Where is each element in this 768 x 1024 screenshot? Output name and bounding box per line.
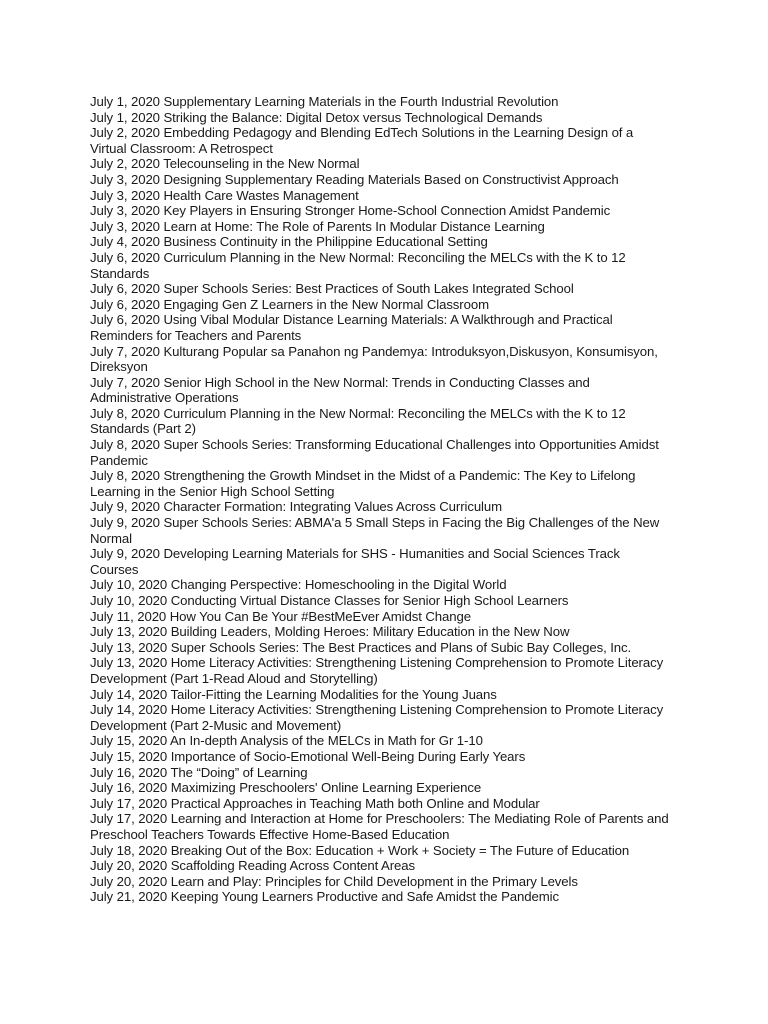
list-item: July 7, 2020 Kulturang Popular sa Panahon ng Pandemya: Introduksyon,Diskusyon, Konsumisyon, Direksyon	[90, 343, 658, 375]
list-item: July 6, 2020 Using Vibal Modular Distance Learning Materials: A Walkthrough and Practical Reminders for Teachers and Parents	[90, 312, 613, 343]
list-item: July 15, 2020 An In-depth Analysis of the MELCs in Math for Gr 1-10	[90, 733, 483, 749]
list-item: July 17, 2020 Practical Approaches in Teaching Math both Online and Modular	[90, 795, 540, 811]
list-item: July 20, 2020 Scaffolding Reading Across Content Areas	[90, 858, 415, 874]
list-item: July 3, 2020 Designing Supplementary Reading Materials Based on Constructivist Approach	[90, 171, 619, 187]
list-item: July 1, 2020 Striking the Balance: Digital Detox versus Technological Demands	[90, 109, 543, 125]
list-item: July 4, 2020 Business Continuity in the Philippine Educational Setting	[90, 234, 488, 250]
list-item: July 13, 2020 Building Leaders, Molding Heroes: Military Education in the New Now	[90, 624, 570, 640]
list-item: July 8, 2020 Curriculum Planning in the New Normal: Reconciling the MELCs with the K to 12 Standards (Part 2)	[90, 405, 626, 437]
list-item: July 9, 2020 Developing Learning Materials for SHS - Humanities and Social Sciences Track Courses	[90, 546, 620, 577]
list-item: July 3, 2020 Health Care Wastes Management	[90, 187, 359, 203]
list-item: July 2, 2020 Embedding Pedagogy and Blending EdTech Solutions in the Learning Design of a Virtual Classroom: A Retrospect	[90, 125, 634, 156]
list-item: July 3, 2020 Key Players in Ensuring Stronger Home-School Connection Amidst Pandemic	[90, 203, 611, 219]
list-item: July 16, 2020 Maximizing Preschoolers' Online Learning Experience	[90, 780, 482, 796]
list-item: July 20, 2020 Learn and Play: Principles for Child Development in the Primary Levels	[90, 873, 578, 889]
list-item: July 13, 2020 Home Literacy Activities: Strengthening Listening Comprehension to Promote Literacy Development (Part 1-Read Aloud and Storytelling)	[90, 655, 664, 686]
list-item: July 17, 2020 Learning and Interaction at Home for Preschoolers: The Mediating Role of Parents and Preschool Teachers Towards Effective Home-Based Education	[90, 811, 669, 842]
list-item: July 11, 2020 How You Can Be Your #BestMeEver Amidst Change	[90, 608, 471, 624]
list-item: July 9, 2020 Character Formation: Integrating Values Across Curriculum	[90, 499, 503, 515]
list-item: July 7, 2020 Senior High School in the New Normal: Trends in Conducting Classes and Administrative Operations	[90, 374, 590, 406]
list-item: July 3, 2020 Learn at Home: The Role of Parents In Modular Distance Learning	[90, 218, 545, 234]
list-item: July 18, 2020 Breaking Out of the Box: Education + Work + Society = The Future of Education	[90, 842, 630, 858]
webinar-list	[90, 94, 670, 905]
list-item: July 10, 2020 Conducting Virtual Distance Classes for Senior High School Learners	[90, 593, 569, 608]
list-item: July 10, 2020 Changing Perspective: Homeschooling in the Digital World	[90, 577, 507, 593]
list-item: July 2, 2020 Telecounseling in the New Normal	[90, 156, 360, 172]
list-item: July 14, 2020 Home Literacy Activities: Strengthening Listening Comprehension to Promote Literacy Development (Part 2-Music and Movement)	[90, 702, 664, 733]
list-item: July 8, 2020 Super Schools Series: Transforming Educational Challenges into Opportunities Amidst Pandemic	[90, 437, 659, 468]
list-item: July 14, 2020 Tailor-Fitting the Learning Modalities for the Young Juans	[90, 686, 497, 702]
list-item: July 6, 2020 Engaging Gen Z Learners in the New Normal Classroom	[90, 296, 489, 312]
list-item: July 9, 2020 Super Schools Series: ABMA'a 5 Small Steps in Facing the Big Challenges of the New Normal	[90, 515, 660, 546]
list-item: July 15, 2020 Importance of Socio-Emotional Well-Being During Early Years	[90, 748, 526, 764]
list-item: July 8, 2020 Strengthening the Growth Mindset in the Midst of a Pandemic: The Key to Lifelong Learning in the Senior High School Setting	[90, 468, 636, 499]
list-item: July 13, 2020 Super Schools Series: The Best Practices and Plans of Subic Bay Colleges, Inc.	[90, 639, 632, 655]
list-item: July 6, 2020 Curriculum Planning in the New Normal: Reconciling the MELCs with the K to 12 Standards	[90, 249, 626, 281]
list-item: July 21, 2020 Keeping Young Learners Productive and Safe Amidst the Pandemic	[90, 889, 559, 905]
list-item: July 6, 2020 Super Schools Series: Best Practices of South Lakes Integrated School	[90, 281, 574, 297]
list-item: July 1, 2020 Supplementary Learning Materials in the Fourth Industrial Revolution	[90, 94, 559, 109]
list-item: July 16, 2020 The “Doing” of Learning	[90, 764, 308, 780]
